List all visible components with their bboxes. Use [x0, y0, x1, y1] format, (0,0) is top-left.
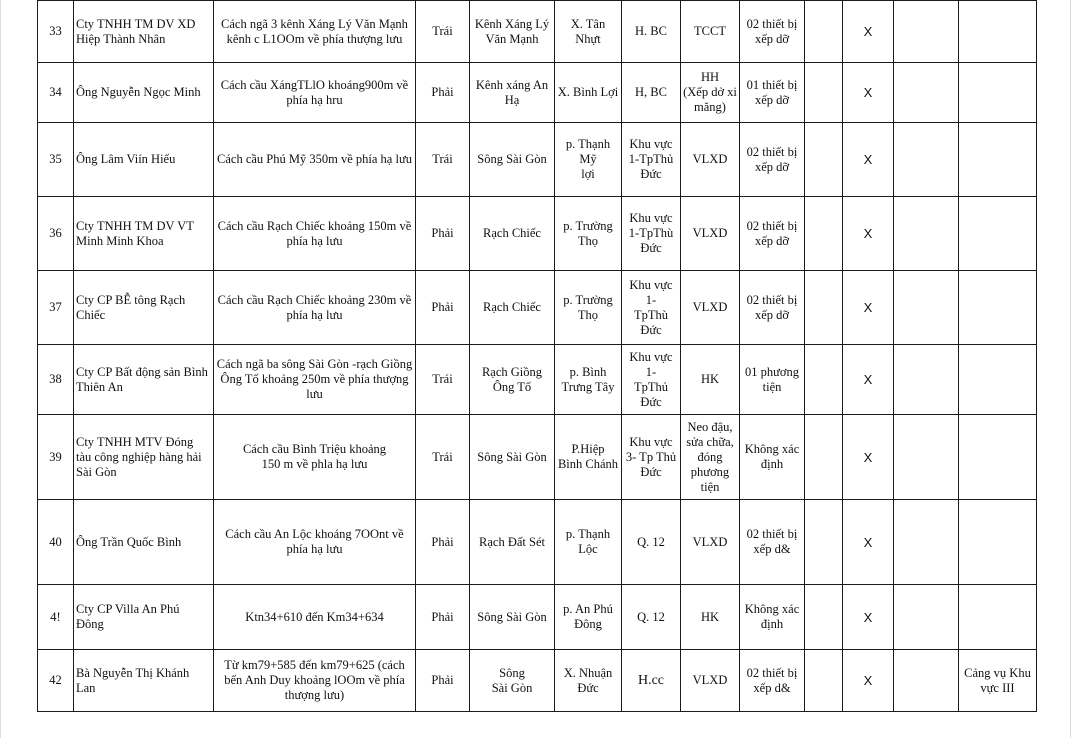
status-mark-cell: X [843, 123, 894, 197]
waterway-cell: Kênh xáng An Hạ [470, 63, 555, 123]
location-description-cell: Cách ngã 3 kênh Xáng Lý Văn Mạnh kênh c L1OOm về phía thượng lưu [214, 1, 416, 63]
ward-cell: p. Trường Thọ [555, 271, 622, 345]
district-zone-cell: Khu vực 1-TpThù Đức [622, 197, 681, 271]
note-cell [959, 345, 1037, 415]
bank-side-cell: Phải [416, 500, 470, 585]
equipment-cell: 02 thiết bị xếp dỡ [740, 271, 805, 345]
note-cell [959, 63, 1037, 123]
location-description-cell: Cách cầu Rạch Chiếc khoảng 150m về phía hạ lưu [214, 197, 416, 271]
status-mark-cell: X [843, 650, 894, 712]
district-zone-cell: Khu vực 1- TpThủ Đức [622, 345, 681, 415]
location-description-cell: Cách cầu Rạch Chiếc khoảng 230m về phía hạ lưu [214, 271, 416, 345]
table-row [38, 500, 1037, 585]
waterway-cell: Kênh Xáng Lý Văn Mạnh [470, 1, 555, 63]
equipment-cell: 01 thiết bị xếp dỡ [740, 63, 805, 123]
location-description-cell: Cách cầu Bình Triệu khoảng 150 m về phla hạ lưu [214, 415, 416, 500]
bank-side-cell: Trái [416, 345, 470, 415]
ward-cell: p. Thạnh Mỹ lợi [555, 123, 622, 197]
equipment-cell: 02 thiết bị xếp d& [740, 500, 805, 585]
district-zone-cell: Khu vực 3- Tp Thủ Đức [622, 415, 681, 500]
blank-cell-cell [805, 63, 843, 123]
owner-name-cell: Bà Nguyễn Thị Khánh Lan [74, 650, 214, 712]
cargo-type-cell: VLXD [681, 271, 740, 345]
cargo-type-cell: HK [681, 345, 740, 415]
ward-cell: X. Tân Nhựt [555, 1, 622, 63]
location-description-cell: Từ km79+585 đến km79+625 (cách bến Anh Duy khoảng lOOm về phía thượng lưu) [214, 650, 416, 712]
ward-cell: X. Bình Lợi [555, 63, 622, 123]
cargo-type-cell: HK [681, 585, 740, 650]
location-description-cell: Cách cầu An Lộc khoáng 7OOnt về phía hạ lưu [214, 500, 416, 585]
table-row [38, 271, 1037, 345]
cargo-type-cell: HH (Xếp dở xi măng) [681, 63, 740, 123]
ward-cell: X. Nhuận Đức [555, 650, 622, 712]
owner-name-cell: Ông Nguyễn Ngọc Minh [74, 63, 214, 123]
blank-cell-cell [805, 123, 843, 197]
owner-name-cell: Ông Lâm Viín Hiếu [74, 123, 214, 197]
district-zone-cell: Q. 12 [622, 500, 681, 585]
district-zone-cell: H.cc [622, 650, 681, 712]
bank-side-cell: Phải [416, 271, 470, 345]
equipment-cell: 02 thiết bị xếp dỡ [740, 197, 805, 271]
blank-cell-cell [894, 415, 959, 500]
waterway-cell: Sông Sài Gòn [470, 650, 555, 712]
note-cell: Cảng vụ Khu vực III [959, 650, 1037, 712]
row-number-cell: 35 [38, 123, 74, 197]
table-row [38, 197, 1037, 271]
owner-name-cell: Cty CP Villa An Phú Đông [74, 585, 214, 650]
cargo-type-cell: VLXD [681, 500, 740, 585]
status-mark-cell: X [843, 500, 894, 585]
note-cell [959, 415, 1037, 500]
owner-name-cell: Cty TNHH TM DV XD Hiệp Thành Nhân [74, 1, 214, 63]
cargo-type-cell: TCCT [681, 1, 740, 63]
note-cell [959, 197, 1037, 271]
bank-side-cell: Phải [416, 197, 470, 271]
row-number-cell: 36 [38, 197, 74, 271]
note-cell [959, 500, 1037, 585]
waterway-cell: Sông Sài Gòn [470, 123, 555, 197]
bank-side-cell: Phải [416, 63, 470, 123]
equipment-cell: 02 thiết bị xếp d& [740, 650, 805, 712]
registry-table [37, 0, 1037, 712]
blank-cell-cell [894, 650, 959, 712]
blank-cell-cell [894, 197, 959, 271]
row-number-cell: 39 [38, 415, 74, 500]
blank-cell-cell [894, 63, 959, 123]
location-description-cell: Ktn34+610 đến Km34+634 [214, 585, 416, 650]
equipment-cell: 02 thiết bị xếp dỡ [740, 1, 805, 63]
note-cell [959, 585, 1037, 650]
cargo-type-cell: VLXD [681, 650, 740, 712]
equipment-cell: Không xác định [740, 585, 805, 650]
ward-cell: P.Hiệp Bình Chánh [555, 415, 622, 500]
blank-cell-cell [805, 271, 843, 345]
status-mark-cell: X [843, 197, 894, 271]
blank-cell-cell [894, 345, 959, 415]
equipment-cell: 01 phương tiện [740, 345, 805, 415]
ward-cell: p. Trường Thọ [555, 197, 622, 271]
owner-name-cell: Cty CP Bất động sản Bình Thiên An [74, 345, 214, 415]
status-mark-cell: X [843, 63, 894, 123]
note-cell [959, 271, 1037, 345]
table-row [38, 123, 1037, 197]
waterway-cell: Sông Sài Gòn [470, 415, 555, 500]
owner-name-cell: Cty TNHH MTV Đóng tàu công nghiệp hàng hải Sài Gòn [74, 415, 214, 500]
table-row [38, 650, 1037, 712]
status-mark-cell: X [843, 415, 894, 500]
row-number-cell: 40 [38, 500, 74, 585]
ward-cell: p. Thạnh Lộc [555, 500, 622, 585]
row-number-cell: 34 [38, 63, 74, 123]
note-cell [959, 123, 1037, 197]
row-number-cell: 37 [38, 271, 74, 345]
bank-side-cell: Trái [416, 123, 470, 197]
location-description-cell: Cách cầu XángTLlO khoáng900m về phía hạ hru [214, 63, 416, 123]
status-mark-cell: X [843, 1, 894, 63]
blank-cell-cell [805, 650, 843, 712]
blank-cell-cell [894, 271, 959, 345]
ward-cell: p. An Phú Đông [555, 585, 622, 650]
note-cell [959, 1, 1037, 63]
location-description-cell: Cách cầu Phú Mỹ 350m về phía hạ lưu [214, 123, 416, 197]
status-mark-cell: X [843, 585, 894, 650]
table-row [38, 345, 1037, 415]
waterway-cell: Rạch Đất Sét [470, 500, 555, 585]
district-zone-cell: Khu vực 1- TpThù Đức [622, 271, 681, 345]
equipment-cell: Không xác định [740, 415, 805, 500]
blank-cell-cell [805, 500, 843, 585]
district-zone-cell: H. BC [622, 1, 681, 63]
waterway-cell: Rạch Giồng Ông Tố [470, 345, 555, 415]
cargo-type-cell: VLXD [681, 123, 740, 197]
blank-cell-cell [805, 1, 843, 63]
cargo-type-cell: VLXD [681, 197, 740, 271]
district-zone-cell: Q. 12 [622, 585, 681, 650]
blank-cell-cell [894, 1, 959, 63]
blank-cell-cell [805, 345, 843, 415]
owner-name-cell: Ông Trần Quốc Bình [74, 500, 214, 585]
blank-cell-cell [894, 500, 959, 585]
blank-cell-cell [805, 197, 843, 271]
bank-side-cell: Trái [416, 1, 470, 63]
district-zone-cell: H, BC [622, 63, 681, 123]
district-zone-cell: Khu vực 1-TpThủ Đức [622, 123, 681, 197]
row-number-cell: 33 [38, 1, 74, 63]
row-number-cell: 4! [38, 585, 74, 650]
table-row [38, 1, 1037, 63]
status-mark-cell: X [843, 271, 894, 345]
bank-side-cell: Phải [416, 585, 470, 650]
owner-name-cell: Cty TNHH TM DV VT Minh Minh Khoa [74, 197, 214, 271]
waterway-cell: Sông Sài Gòn [470, 585, 555, 650]
ward-cell: p. Bình Trưng Tây [555, 345, 622, 415]
blank-cell-cell [805, 415, 843, 500]
row-number-cell: 42 [38, 650, 74, 712]
row-number-cell: 38 [38, 345, 74, 415]
bank-side-cell: Phải [416, 650, 470, 712]
waterway-cell: Rạch Chiếc [470, 197, 555, 271]
table-row [38, 415, 1037, 500]
waterway-cell: Rạch Chiếc [470, 271, 555, 345]
status-mark-cell: X [843, 345, 894, 415]
table-row [38, 585, 1037, 650]
equipment-cell: 02 thiết bị xếp dỡ [740, 123, 805, 197]
bank-side-cell: Trái [416, 415, 470, 500]
blank-cell-cell [894, 123, 959, 197]
cargo-type-cell: Neo đậu, sửa chữa, đóng phương tiện [681, 415, 740, 500]
blank-cell-cell [894, 585, 959, 650]
owner-name-cell: Cty CP BỄ tông Rạch Chiếc [74, 271, 214, 345]
table-row [38, 63, 1037, 123]
location-description-cell: Cách ngã ba sông Sài Gòn -rạch Giồng Ông Tố khoảng 250m về phía thượng lưu [214, 345, 416, 415]
blank-cell-cell [805, 585, 843, 650]
